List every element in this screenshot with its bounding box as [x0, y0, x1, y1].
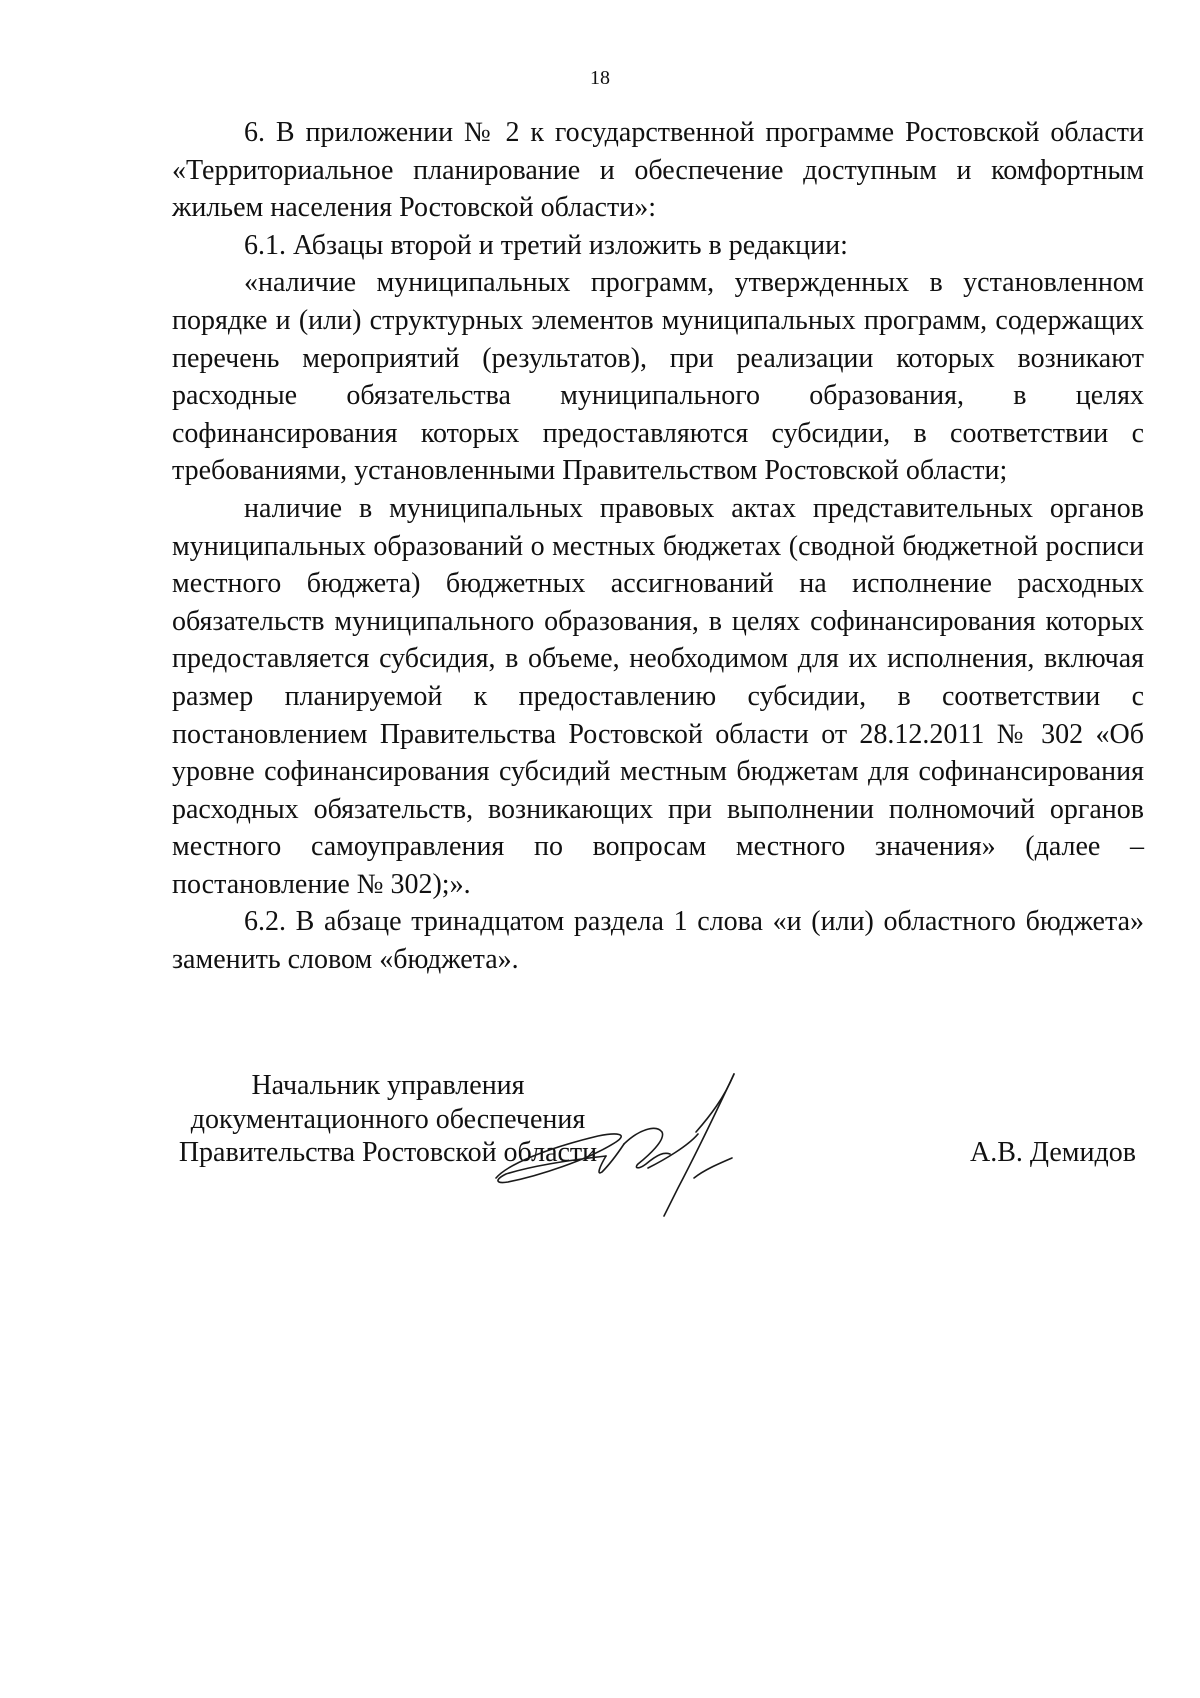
- paragraph-6-2: 6.2. В абзаце тринадцатом раздела 1 слова «и (или) областного бюджета» заменить словом «бюджета».: [172, 906, 1144, 976]
- paragraph-6-1: 6.1. Абзацы второй и третий изложить в редакции:: [244, 229, 848, 261]
- paragraph-quoted-programs: «наличие муниципальных программ, утвержденных в установленном порядке и (или) структурных элементов муниципальных программ, содержащих перечень мероприятий (результатов), при реализации которых возникают расходные обязательства муниципального образования, в целях софинансирования которых предоставляются субсидии, в соответствии с требованиями, установленными Правительством Ростовской области;: [172, 267, 1144, 487]
- paragraph-6: 6. В приложении № 2 к государственной программе Ростовской области «Территориальное планирование и обеспечение доступным и комфортным жильем населения Ростовской области»:: [172, 117, 1144, 224]
- document-body: [172, 114, 1144, 979]
- signatory-title-line: документационного обеспечения: [190, 1103, 586, 1135]
- handwritten-signature: [488, 1060, 750, 1220]
- signatory-title-line: Правительства Ростовской области: [178, 1137, 598, 1168]
- signatory-title-line: Начальник управления: [251, 1070, 525, 1101]
- page-number: 18: [590, 67, 610, 89]
- signatory-name: А.В. Демидов: [970, 1137, 1136, 1168]
- paragraph-quoted-budget-acts: наличие в муниципальных правовых актах представительных органов муниципальных образований о местных бюджетах (сводной бюджетной росписи местного бюджета) бюджетных ассигнований на исполнение расходных обязательств муниципального образования, в целях софинансирования которых предоставляется субсидия, в объеме, необходимом для их исполнения, включая размер планируемой к предоставлению субсидии, в соответствии с постановлением Правительства Ростовской области от 28.12.2011 № 302 «Об уровне софинансирования субсидий местным бюджетам для софинансирования расходных обязательств, возникающих при выполнении полномочий органов местного самоуправления по вопросам местного значения» (далее – постановление № 302);».: [172, 492, 1144, 900]
